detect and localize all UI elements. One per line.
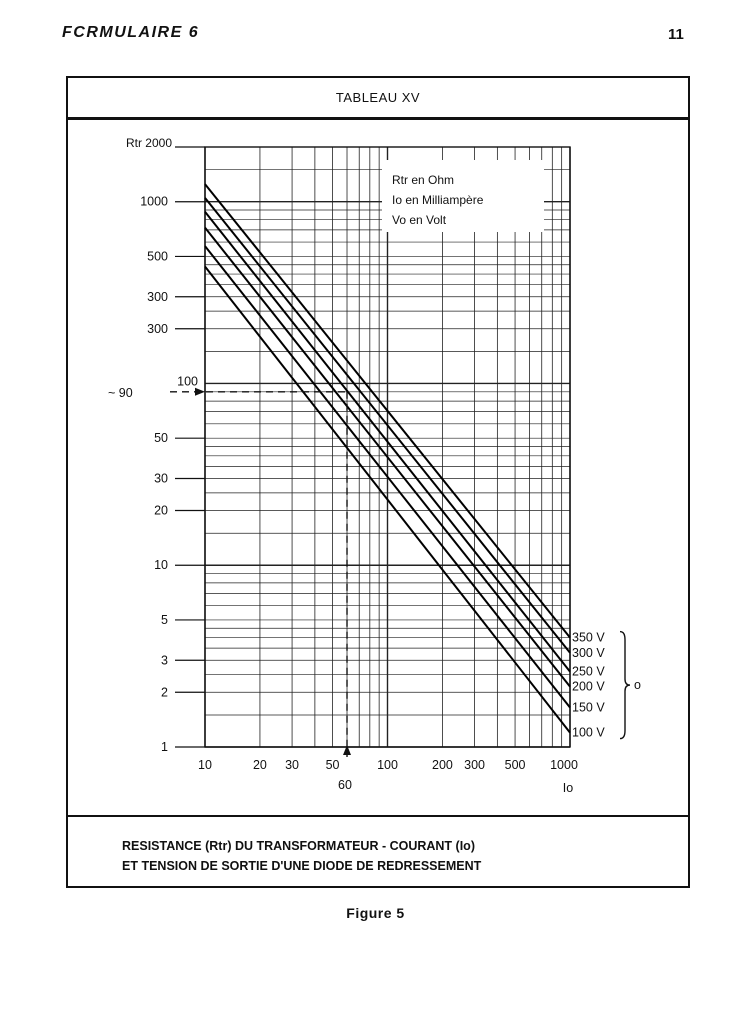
- legend-entry: Io en Milliampère: [392, 193, 484, 207]
- y-tick-label: 300: [147, 289, 168, 304]
- y-tick-label: 50: [154, 431, 168, 446]
- series-label: 350 V: [572, 630, 605, 645]
- series-bracket: [620, 632, 630, 739]
- x-tick-label: 100: [377, 758, 398, 772]
- page-number: 11: [668, 26, 684, 43]
- grid-lines: [205, 147, 570, 747]
- series-label: 200 V: [572, 679, 605, 694]
- series-label: 300 V: [572, 645, 605, 660]
- x-tick-label: 10: [198, 758, 212, 772]
- annotation-y-label: ~ 90: [108, 385, 133, 400]
- y-tick-label: 1000: [140, 194, 168, 209]
- x-axis-label: Io: [562, 781, 574, 795]
- y-tick-label: 30: [154, 471, 168, 486]
- caption-line-2: ET TENSION DE SORTIE D'UNE DIODE DE REDRESSEMENT: [122, 859, 482, 873]
- y-tick-label: 3: [161, 653, 168, 668]
- x-tick-label: 200: [432, 758, 453, 772]
- legend-entry: Rtr en Ohm: [392, 173, 455, 187]
- x-tick-label: 500: [504, 758, 526, 772]
- y-tick-label: 500: [147, 249, 168, 264]
- y-tick-label: 300: [147, 321, 168, 336]
- x-tick-label: 30: [285, 758, 300, 772]
- y-tick-label: Rtr 2000: [125, 136, 172, 150]
- annotation-x-label: 60: [338, 778, 352, 792]
- series-group-label: o: [634, 678, 641, 693]
- table-title: TABLEAU XV: [68, 78, 688, 120]
- series-label: 100 V: [572, 725, 605, 740]
- y-tick-label: 2: [161, 685, 168, 700]
- page-header-title: FCRMULAIRE 6: [62, 24, 200, 41]
- y-tick-label: 20: [154, 503, 168, 518]
- legend-entry: Vo en Volt: [392, 213, 447, 227]
- y-tick-label-extra: 100: [177, 374, 198, 389]
- series-label: 250 V: [572, 664, 605, 679]
- y-tick-label: 10: [154, 558, 168, 573]
- caption-line-1: RESISTANCE (Rtr) DU TRANSFORMATEUR - COURANT (Io): [122, 839, 475, 853]
- series-label: 150 V: [572, 700, 605, 715]
- x-tick-label: 50: [325, 758, 340, 772]
- figure-label: Figure 5: [346, 905, 405, 921]
- x-tick-label: 20: [252, 758, 267, 772]
- x-tick-label: 1000: [550, 758, 578, 772]
- y-tick-label: 5: [161, 612, 168, 627]
- annotation-arrow-head: [195, 388, 205, 396]
- x-tick-label: 300: [464, 758, 486, 772]
- y-tick-label: 1: [161, 740, 168, 754]
